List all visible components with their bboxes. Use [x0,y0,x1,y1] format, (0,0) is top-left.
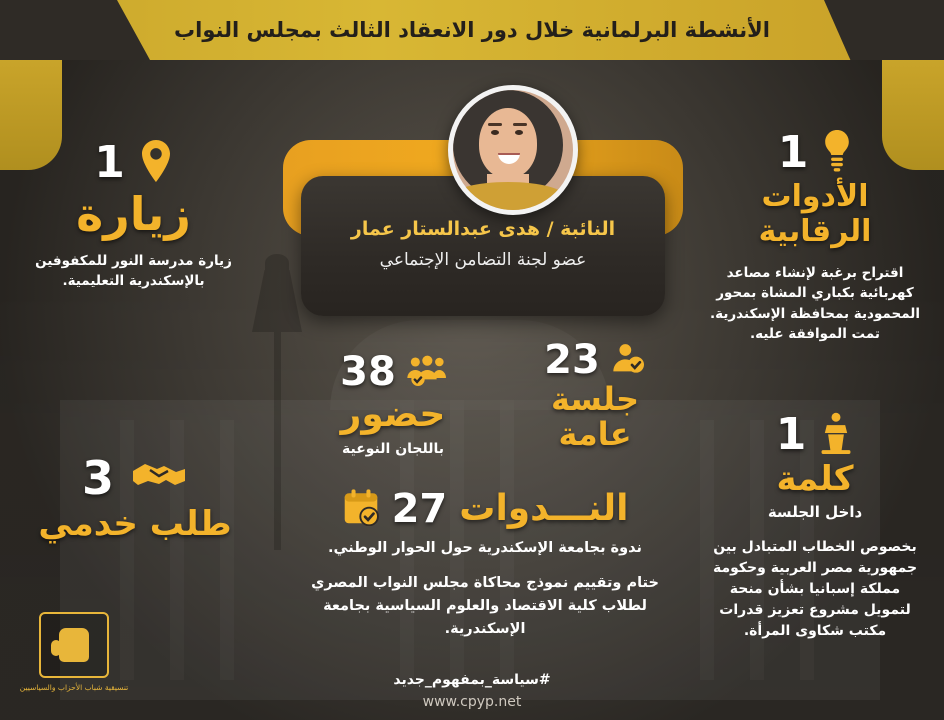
stat-visit-label: زيارة [76,187,191,241]
stat-speech-label: كلمة [776,459,854,499]
lightbulb-icon [822,130,852,176]
stat-speech-note: داخل الجلسة [767,503,863,522]
stat-attendance-number: 38 [340,349,396,395]
stat-seminars-number: 27 [391,486,448,532]
stat-speech-number: 1 [775,409,807,460]
profile-name: النائبة / هدى عبدالستار عمار [350,218,616,240]
page-title: الأنشطة البرلمانية خلال دور الانعقاد الثالث بمجلس النواب [174,18,770,42]
handshake-icon [130,457,188,499]
logo-caption: تنسيقية شباب الأحزاب والسياسيين [19,683,129,692]
stat-tools-description: اقتراح برغبة لإنشاء مصاعد كهربائية بكباري المشاة بمحور المحمودية بمحافظة الإسكندرية. تمت الموافقة عليه. [710,265,920,342]
stat-oversight-tools [710,127,920,344]
website-url[interactable]: www.cpyp.net [422,694,522,710]
podium-icon [818,412,854,458]
profile-role: عضو لجنة التضامن الإجتماعي [379,250,587,270]
stat-seminars-label: النـــدوات [459,488,629,530]
stat-attendance-label: حضور [340,394,446,435]
stat-seminars [296,488,674,641]
calendar-check-icon [342,488,380,530]
stat-sessions [520,337,670,454]
stat-speech-description: بخصوص الخطاب المتبادل بين جمهورية مصر العربية وحكومة مملكة إسبانيا بشأن منحة لتمويل مشروع تعزيز قدرات مكتب شكاوى المرأة. [712,539,918,640]
fist-icon [39,612,109,678]
stat-seminars-sub2: ختام وتقييم نموذج محاكاة مجلس النواب المصري لطلاب كلية الاقتصاد والعلوم السياسية بجامعة الإسكندرية. [311,574,659,638]
location-pin-icon [139,140,173,186]
stat-visit [26,137,241,291]
stat-tools-label: الأدوات الرقابية [758,179,872,249]
stat-service-label: طلب خدمي [38,504,232,544]
stat-seminars-sub: ندوة بجامعة الإسكندرية حول الحوار الوطني. [328,540,642,556]
stat-tools-number: 1 [777,127,809,178]
person-check-icon [610,342,646,378]
hashtag: #سياسة_بمفهوم_جديد [393,672,551,688]
stat-service-request [20,451,250,544]
group-check-icon [406,354,446,390]
avatar [448,85,578,215]
stat-visit-number: 1 [94,137,125,188]
stat-service-number: 3 [82,451,115,505]
stat-speech [710,409,920,642]
stat-attendance [318,349,468,460]
stat-visit-description: زيارة مدرسة النور للمكفوفين بالإسكندرية التعليمية. [35,252,232,290]
profile-card [283,140,683,320]
stat-sessions-label: جلسة عامة [550,380,640,454]
stat-sessions-number: 23 [544,337,600,383]
stat-attendance-sub: باللجان النوعية [342,441,444,458]
